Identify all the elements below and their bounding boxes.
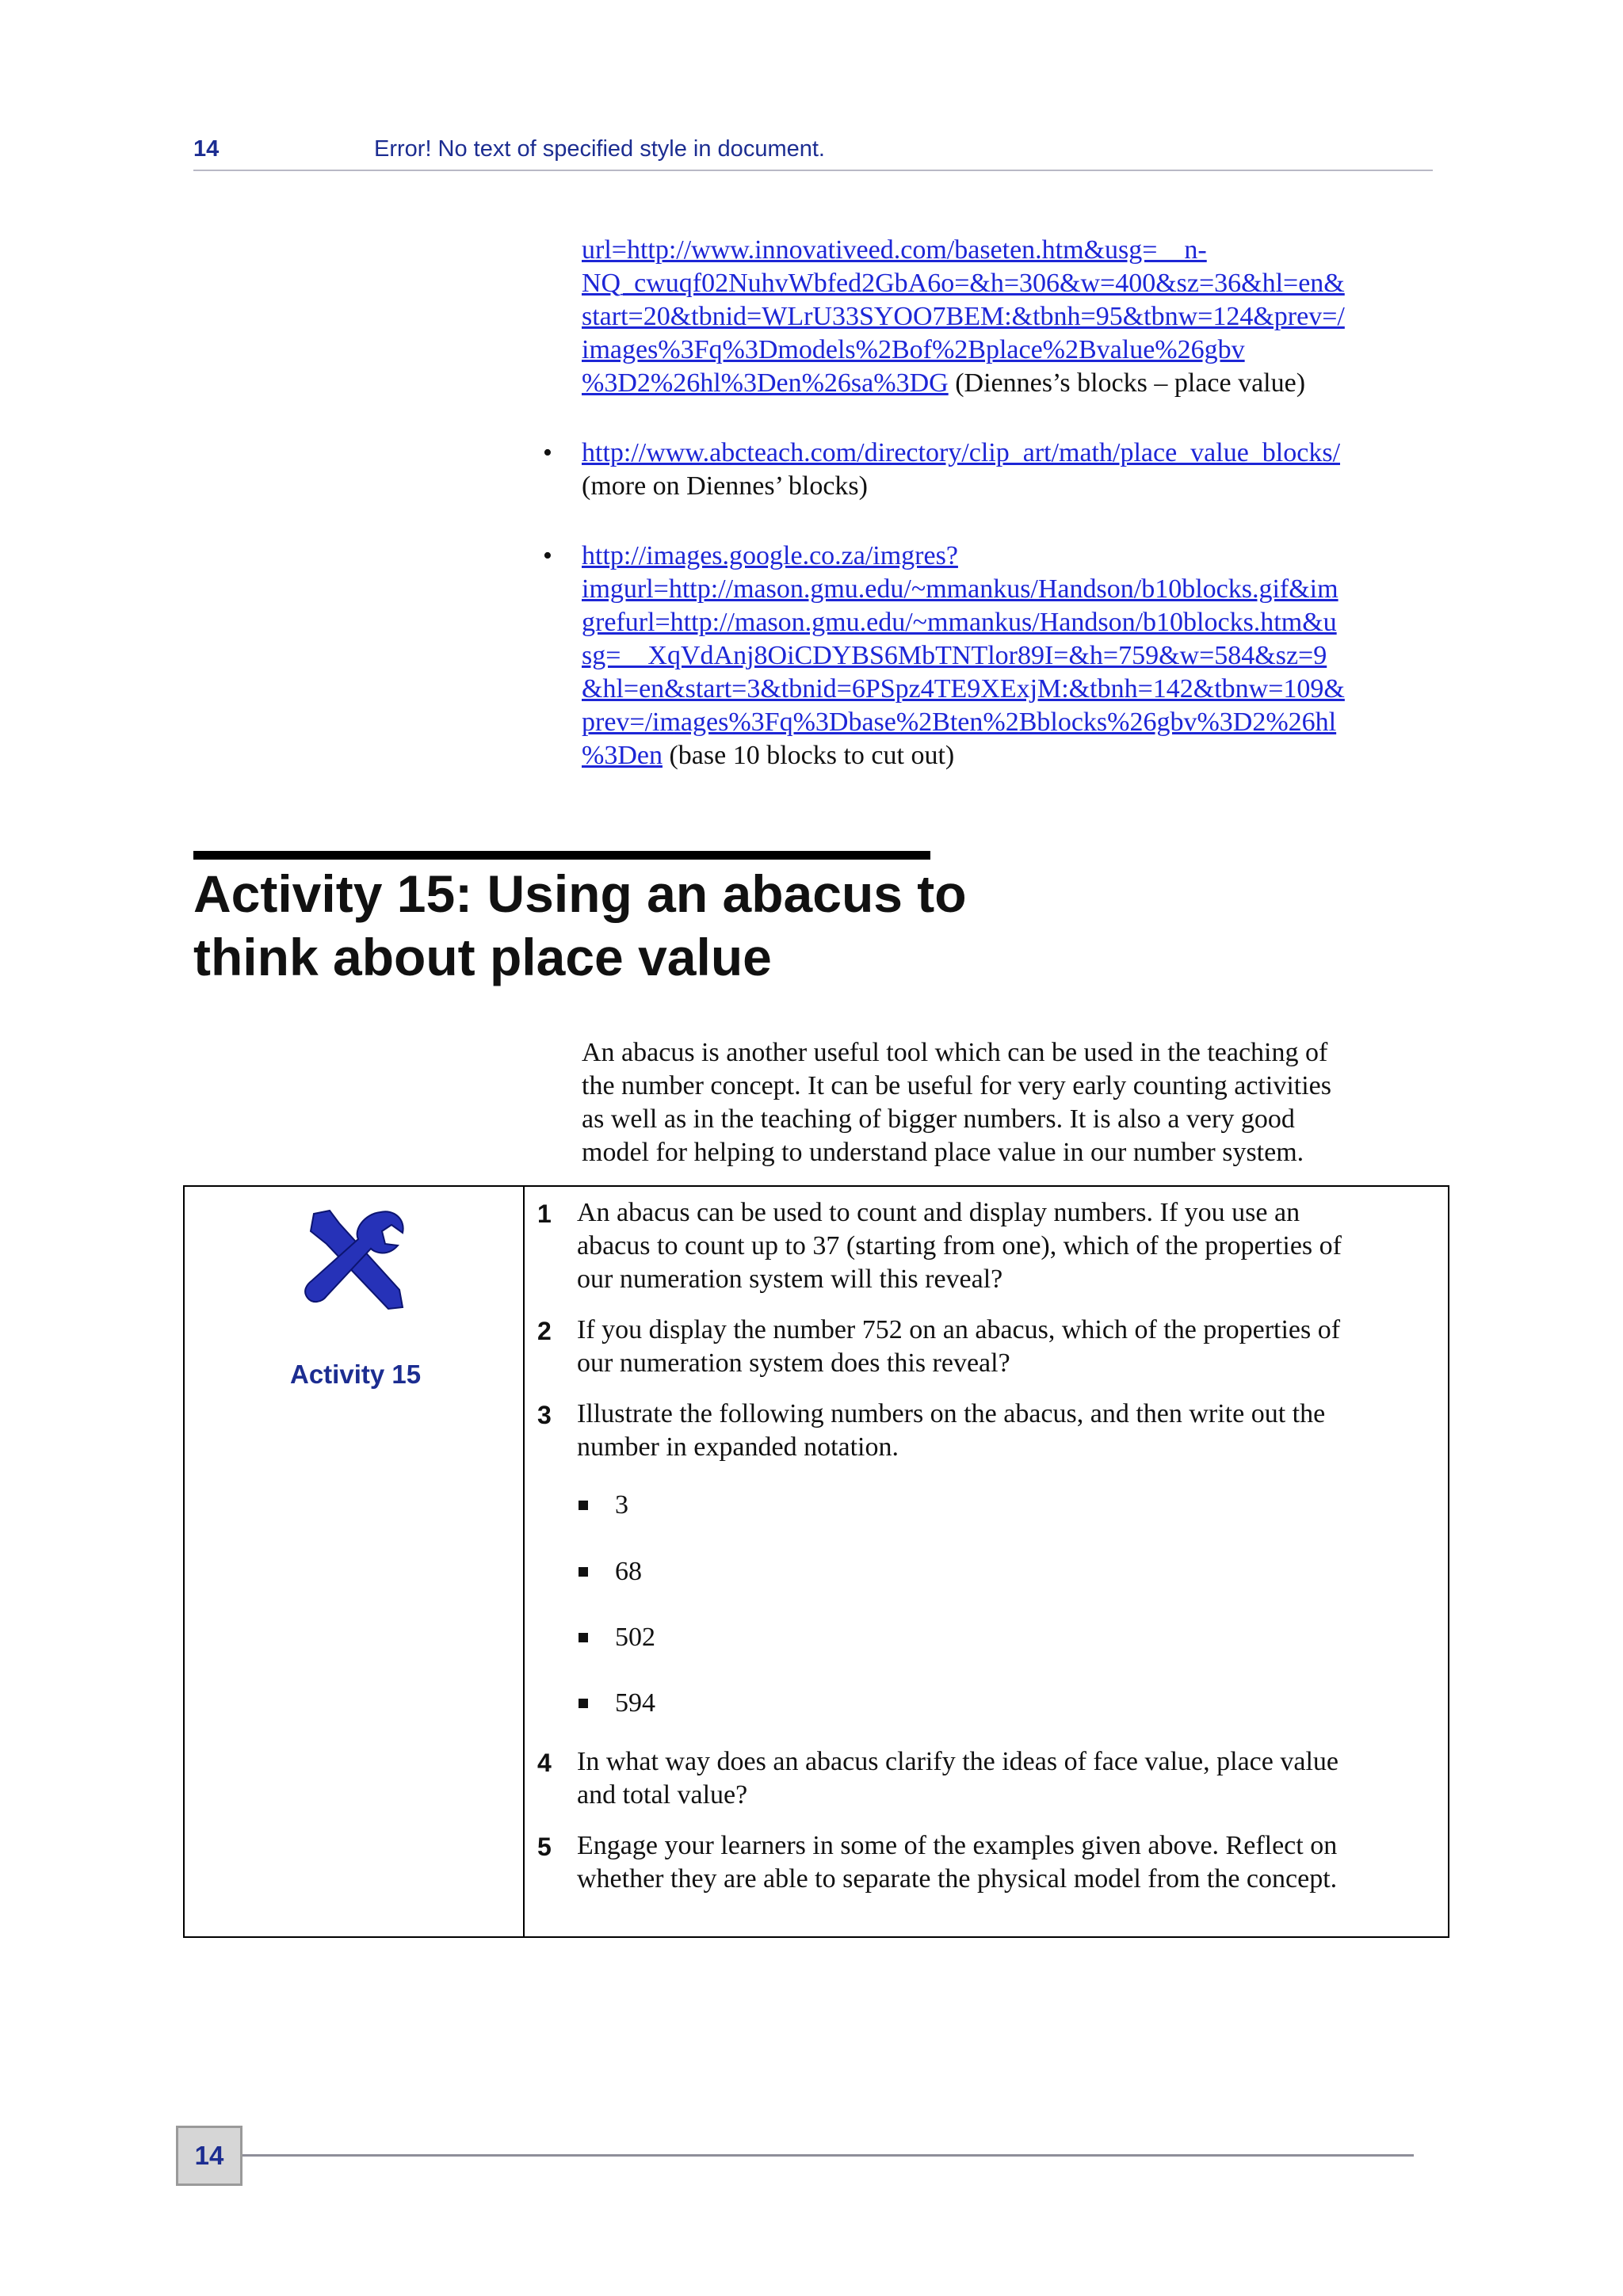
header-divider bbox=[193, 170, 1433, 171]
bullet-square bbox=[579, 1633, 588, 1642]
question-number: 1 bbox=[537, 1199, 552, 1228]
question-number: 4 bbox=[537, 1749, 552, 1777]
link-line-with-note bbox=[582, 367, 1305, 400]
bullet-dot: • bbox=[543, 438, 552, 467]
link-line[interactable]: start=20&tbnid=WLrU33SYOO7BEM:&tbnh=95&tbnw=124&prev=/ bbox=[582, 302, 1345, 331]
bullet-square bbox=[579, 1501, 588, 1510]
intro-line: as well as in the teaching of bigger numbers. It is also a very good bbox=[582, 1104, 1295, 1134]
link-line[interactable]: imgurl=http://mason.gmu.edu/~mmankus/Handson/b10blocks.gif&im bbox=[582, 574, 1338, 604]
bullet-square bbox=[579, 1567, 588, 1577]
question-line: In what way does an abacus clarify the ideas of face value, place value bbox=[577, 1747, 1338, 1776]
activity-label: Activity 15 bbox=[290, 1360, 422, 1389]
intro-line: the number concept. It can be useful for very early counting activities bbox=[582, 1071, 1331, 1100]
question-line: whether they are able to separate the physical model from the concept. bbox=[577, 1864, 1338, 1894]
header-page-number: 14 bbox=[193, 136, 220, 162]
link-line[interactable]: &hl=en&start=3&tbnid=6PSpz4TE9XExjM:&tbnh=142&tbnw=109& bbox=[582, 674, 1345, 704]
question-number: 5 bbox=[537, 1833, 552, 1861]
list-item: 594 bbox=[615, 1688, 655, 1718]
link-line[interactable]: NQ_cwuqf02NuhvWbfed2GbA6o=&h=306&w=400&sz=36&hl=en& bbox=[582, 269, 1345, 298]
footer-page-number: 14 bbox=[194, 2141, 224, 2170]
link-line[interactable]: images%3Fq%3Dmodels%2Bof%2Bplace%2Bvalue%26gbv bbox=[582, 335, 1245, 364]
link-line[interactable]: http://www.abcteach.com/directory/clip_art/math/place_value_blocks/ bbox=[582, 438, 1341, 467]
link-text[interactable]: %3D2%26hl%3Den%26sa%3DG bbox=[582, 368, 949, 398]
intro-line: model for helping to understand place value in our number system. bbox=[582, 1138, 1304, 1167]
question-line: Illustrate the following numbers on the abacus, and then write out the bbox=[577, 1399, 1326, 1428]
link-text[interactable]: %3Den bbox=[582, 741, 663, 770]
question-line: An abacus can be used to count and display numbers. If you use an bbox=[577, 1198, 1300, 1227]
question-number: 3 bbox=[537, 1401, 552, 1429]
header-running-title: Error! No text of specified style in document. bbox=[374, 136, 825, 162]
question-line: abacus to count up to 37 (starting from one), which of the properties of bbox=[577, 1231, 1342, 1261]
link-note: (Diennes’s blocks – place value) bbox=[955, 368, 1306, 398]
heading-rule bbox=[193, 851, 930, 860]
intro-line: An abacus is another useful tool which can be used in the teaching of bbox=[582, 1038, 1328, 1067]
list-item: 3 bbox=[615, 1490, 628, 1520]
question-line: our numeration system will this reveal? bbox=[577, 1264, 1003, 1294]
link-line[interactable]: sg=__XqVdAnj8OiCDYBS6MbTNTlor89I=&h=759&w=584&sz=9 bbox=[582, 641, 1327, 670]
question-line: number in expanded notation. bbox=[577, 1432, 899, 1462]
link-note: (base 10 blocks to cut out) bbox=[669, 741, 955, 770]
link-line[interactable]: grefurl=http://mason.gmu.edu/~mmankus/Handson/b10blocks.htm&u bbox=[582, 608, 1337, 637]
link-line-with-note bbox=[582, 739, 954, 772]
link-line[interactable]: url=http://www.innovativeed.com/baseten.htm&usg=__n- bbox=[582, 235, 1207, 265]
question-line: Engage your learners in some of the examples given above. Reflect on bbox=[577, 1831, 1338, 1860]
tools-icon bbox=[298, 1207, 409, 1314]
activity-box-divider bbox=[523, 1185, 525, 1938]
link-note: (more on Diennes’ blocks) bbox=[582, 471, 868, 501]
link-line[interactable]: http://images.google.co.za/imgres? bbox=[582, 541, 958, 570]
list-item: 68 bbox=[615, 1557, 642, 1586]
footer-rule bbox=[242, 2154, 1414, 2157]
question-line: If you display the number 752 on an abacus, which of the properties of bbox=[577, 1315, 1341, 1344]
list-item: 502 bbox=[615, 1623, 655, 1652]
section-heading-line1: Activity 15: Using an abacus to bbox=[193, 864, 967, 923]
bullet-square bbox=[579, 1699, 588, 1708]
question-line: and total value? bbox=[577, 1780, 748, 1810]
section-heading-line2: think about place value bbox=[193, 928, 772, 986]
question-number: 2 bbox=[537, 1317, 552, 1345]
bullet-dot: • bbox=[543, 541, 552, 570]
question-line: our numeration system does this reveal? bbox=[577, 1348, 1010, 1378]
link-line[interactable]: prev=/images%3Fq%3Dbase%2Bten%2Bblocks%26gbv%3D2%26hl bbox=[582, 707, 1337, 737]
